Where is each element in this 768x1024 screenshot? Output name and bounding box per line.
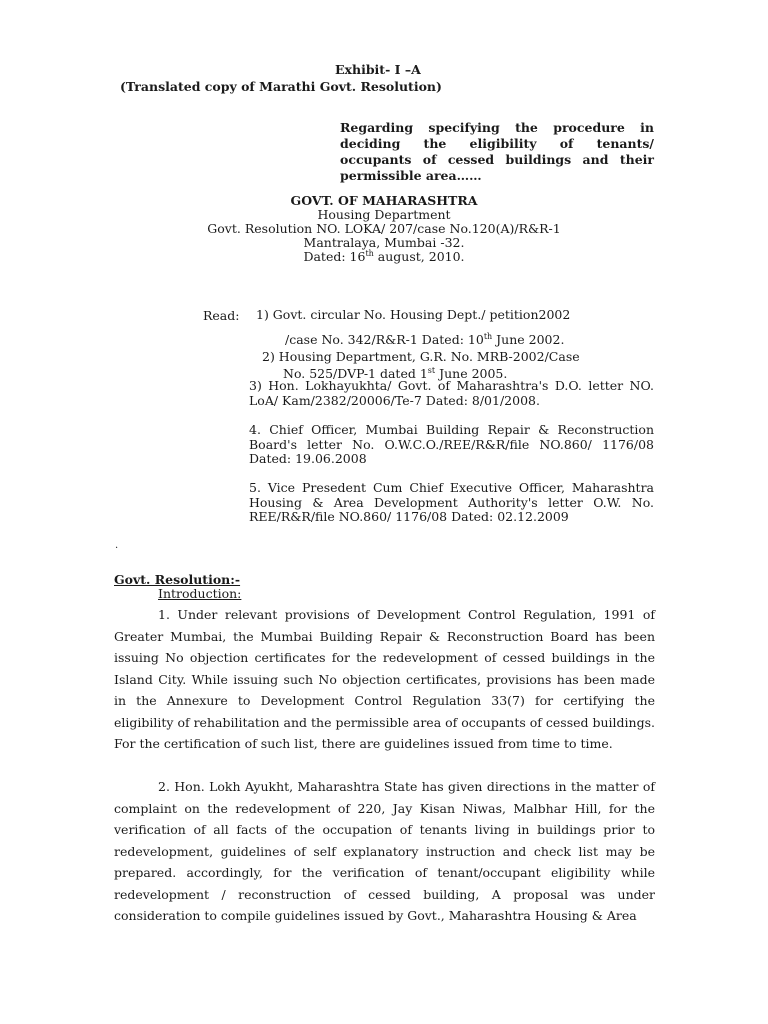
paragraph-2: 2. Hon. Lokh Ayukht, Maharashtra State has given directions in the matter of complaint on the redevelopment of 220, Jay Kisan Niwas, Malbhar Hill, for the verification of all facts of the occupation of tenants living in buildings prior to redevelopment, guidelines of self explanatory instruction and check list may be prepared. accordingly, for the verification of tenant/occupant eligibility while redevelopment / reconstruction of cessed building, A proposal was under consideration to compile guidelines issued by Govt., Maharashtra Housing & Area bbox=[114, 779, 655, 923]
resolution-place: Mantralaya, Mumbai -32. bbox=[303, 235, 465, 250]
resolution-date: Dated: 16th august, 2010. bbox=[303, 249, 465, 265]
stray-mark: . bbox=[115, 540, 119, 551]
reference-4: 4. Chief Officer, Mumbai Building Repair & Reconstruction Board's letter No. O.W.C.O./REE/R&R/file NO.860/ 1176/08 Dated: 19.06.2008 bbox=[249, 422, 654, 466]
govt-resolution-heading: Govt. Resolution:- bbox=[114, 572, 241, 587]
reference-2a: 2) Housing Department, G.R. No. MRB-2002/Case bbox=[262, 349, 580, 364]
department-name: Housing Department bbox=[317, 207, 451, 222]
translation-note: (Translated copy of Marathi Govt. Resolution) bbox=[120, 79, 442, 94]
reference-5: 5. Vice Presedent Cum Chief Executive Officer, Maharashtra Housing & Area Development Authority's letter O.W. No. REE/R&R/file NO.860/ 1176/08 Dated: 02.12.2009 bbox=[249, 480, 654, 524]
reference-1a: 1) Govt. circular No. Housing Dept./ petition2002 bbox=[256, 307, 571, 322]
introduction-heading: Introduction: bbox=[158, 586, 242, 601]
read-label: Read: bbox=[203, 308, 240, 323]
reference-3: 3) Hon. Lokhayukhta/ Govt. of Maharashtra's D.O. letter NO. LoA/ Kam/2382/20006/Te-7 Dated: 8/01/2008. bbox=[249, 378, 654, 408]
exhibit-label: Exhibit- I –A bbox=[335, 62, 421, 77]
reference-1b: /case No. 342/R&R-1 Dated: 10th June 2002. bbox=[285, 332, 565, 348]
subject-heading: Regarding specifying the procedure in deciding the eligibility of tenants/ occupants of cessed buildings and their permissible area…… bbox=[340, 120, 654, 183]
reference-2b: No. 525/DVP-1 dated 1st June 2005. bbox=[283, 366, 508, 382]
resolution-number: Govt. Resolution NO. LOKA/ 207/case No.120(A)/R&R-1 bbox=[207, 221, 561, 236]
paragraph-1: 1. Under relevant provisions of Development Control Regulation, 1991 of Greater Mumbai, the Mumbai Building Repair & Reconstruction Board has been issuing No objection certificates for the redevelopment of cessed buildings in the Island City. While issuing such No objection certificates, provisions has been made in the Annexure to Development Control Regulation 33(7) for certifying the eligibility of rehabilitation and the permissible area of occupants of cessed buildings. For the certification of such list, there are guidelines issued from time to time. bbox=[114, 607, 655, 751]
govt-name: GOVT. OF MAHARASHTRA bbox=[290, 193, 478, 208]
